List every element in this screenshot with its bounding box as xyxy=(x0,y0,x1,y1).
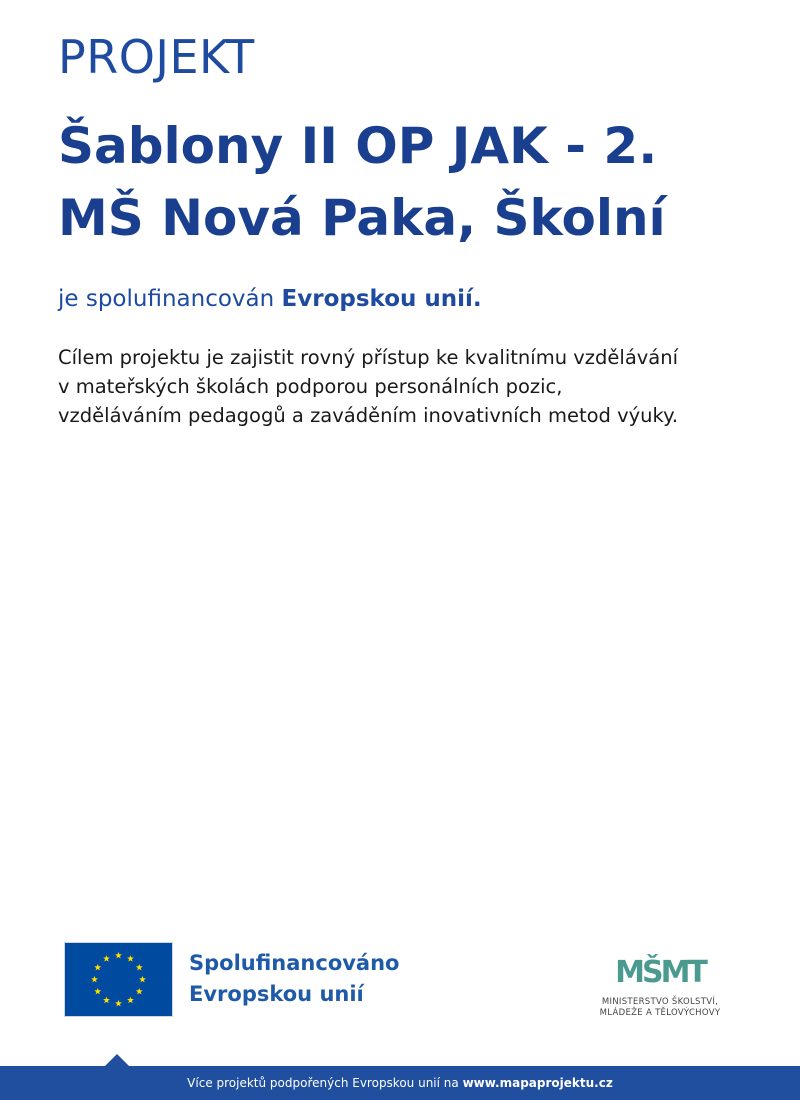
eu-star xyxy=(136,964,143,971)
description-line-3: vzděláváním pedagogů a zaváděním inovativních metod výuky. xyxy=(58,404,679,427)
eu-star xyxy=(115,952,122,959)
eu-star xyxy=(103,955,110,962)
eu-star xyxy=(139,976,146,983)
cofinancing-prefix: je spolufinancován xyxy=(58,286,282,312)
eu-flag-icon xyxy=(65,943,172,1016)
eu-cofinanced-label xyxy=(189,948,399,1010)
project-title-line-2: MŠ Nová Paka, Školní xyxy=(58,189,666,247)
cofinancing-statement xyxy=(58,286,482,312)
cofinancing-emphasis: Evropskou unií. xyxy=(281,286,482,312)
eu-star xyxy=(136,988,143,995)
description-line-2: v mateřských školách podporou personálních pozic, xyxy=(58,375,563,398)
eu-label-line-1: Spolufinancováno xyxy=(189,951,400,975)
ministry-label xyxy=(572,997,748,1019)
eu-star xyxy=(103,997,110,1004)
project-title xyxy=(58,110,778,254)
eu-star xyxy=(115,1000,122,1007)
footer-note xyxy=(0,1066,800,1100)
msmt-mark: MŠMT xyxy=(615,955,705,988)
eu-star xyxy=(127,997,134,1004)
eu-star xyxy=(127,955,134,962)
eu-label-line-2: Evropskou unií xyxy=(189,982,364,1006)
project-label: PROJEKT xyxy=(58,30,255,84)
footer-notch xyxy=(104,1053,130,1067)
eu-star xyxy=(94,964,101,971)
msmt-logo-icon xyxy=(600,940,720,988)
ministry-label-line-1: MINISTERSTVO ŠKOLSTVÍ, xyxy=(601,997,719,1007)
footer-link[interactable]: www.mapaprojektu.cz xyxy=(462,1076,613,1090)
footer-prefix: Více projektů podpořených Evropskou unií na xyxy=(187,1076,463,1090)
eu-stars-svg xyxy=(65,943,172,1016)
eu-star xyxy=(91,976,98,983)
project-description xyxy=(58,343,778,430)
eu-star xyxy=(94,988,101,995)
description-line-1: Cílem projektu je zajistit rovný přístup ke kvalitnímu vzdělávání xyxy=(58,346,679,369)
project-title-line-1: Šablony II OP JAK - 2. xyxy=(58,117,658,175)
ministry-label-line-2: MLÁDEŽE A TĚLOVÝCHOVY xyxy=(599,1008,721,1018)
